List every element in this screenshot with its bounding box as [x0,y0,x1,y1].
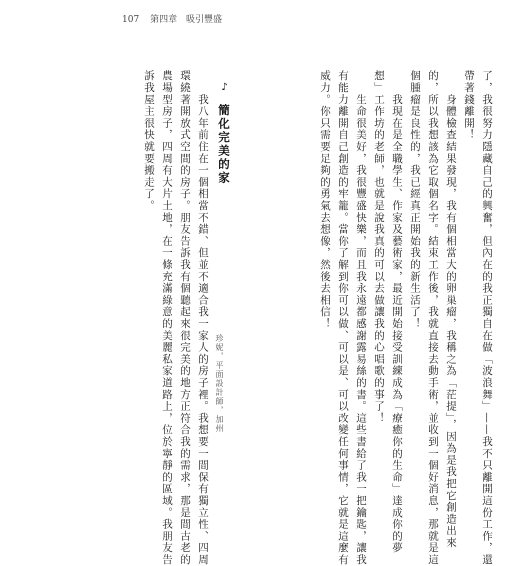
page-number: 107 [122,15,140,25]
text-column: 環繞著開放式空間的房子。朋友告訴我有個聽起來很完美的地方正符合我的需求，那是間古老的 [179,70,191,566]
chapter-label: 第四章 [150,15,178,25]
music-note-icon: ♪ [219,82,230,95]
text-column: 了，我很努力隱藏自己的興奮，但內在的我正獨自在做「波浪舞」——我不只離開這份工作，還 [481,70,493,566]
text-column: 我現在是全職學生、作家及藝術家，最近開始接受訓練成為「療癒你的生命」達成你的夢 [391,70,403,554]
text-column: 農場型房子，四周有大片土地，在一條充滿綠意的美麗私家道路上，位於寧靜的區域。我朋友告 [161,70,173,566]
text-column: 個腫瘤是良性的，我已經真正開始我的新生活了！ [409,70,421,330]
page-header [122,12,222,25]
text-column: 想」工作坊的老師，也就是說我真的可以去做讓我的心唱歌的事了！ [373,70,385,424]
chapter-title: 吸引豐盛 [185,15,222,25]
photo-caption: 珍妮，平面設計師，加州 [215,334,224,433]
section-title: 簡化完美的家 [217,104,231,186]
text-column: 帶著錢離開！ [463,70,475,141]
section-heading [216,82,232,185]
text-column: 的，所以我想該為它取個名字。結束工作後，我就直接去動手術，並收到一個好消息，那就是這 [427,70,439,566]
text-column: 身體檢查結果發現，我有個相當大的卵巢瘤，我稱之為「茫提」，因為是我把它創造出來 [445,70,457,549]
text-column: 有能力離開自己創造的牢籠。當你了解到你可以做、可以是、可以改變任何事情，它就是這麼有 [337,70,349,566]
text-column: 生命很美好，我很豐盛快樂，而且我永遠都感謝露易絲的書。這些書給了我一把鑰匙，讓我 [355,70,367,566]
text-column: 威力。你只需要足夠的勇氣去想像，然後去相信！ [319,70,331,330]
text-column: 我八年前住在一個相當不錯、但並不適合我一家人的房子裡。我想要一間保有獨立性、四周 [197,70,209,566]
text-column: 訴我屋主很快就要搬走了。 [143,70,155,212]
